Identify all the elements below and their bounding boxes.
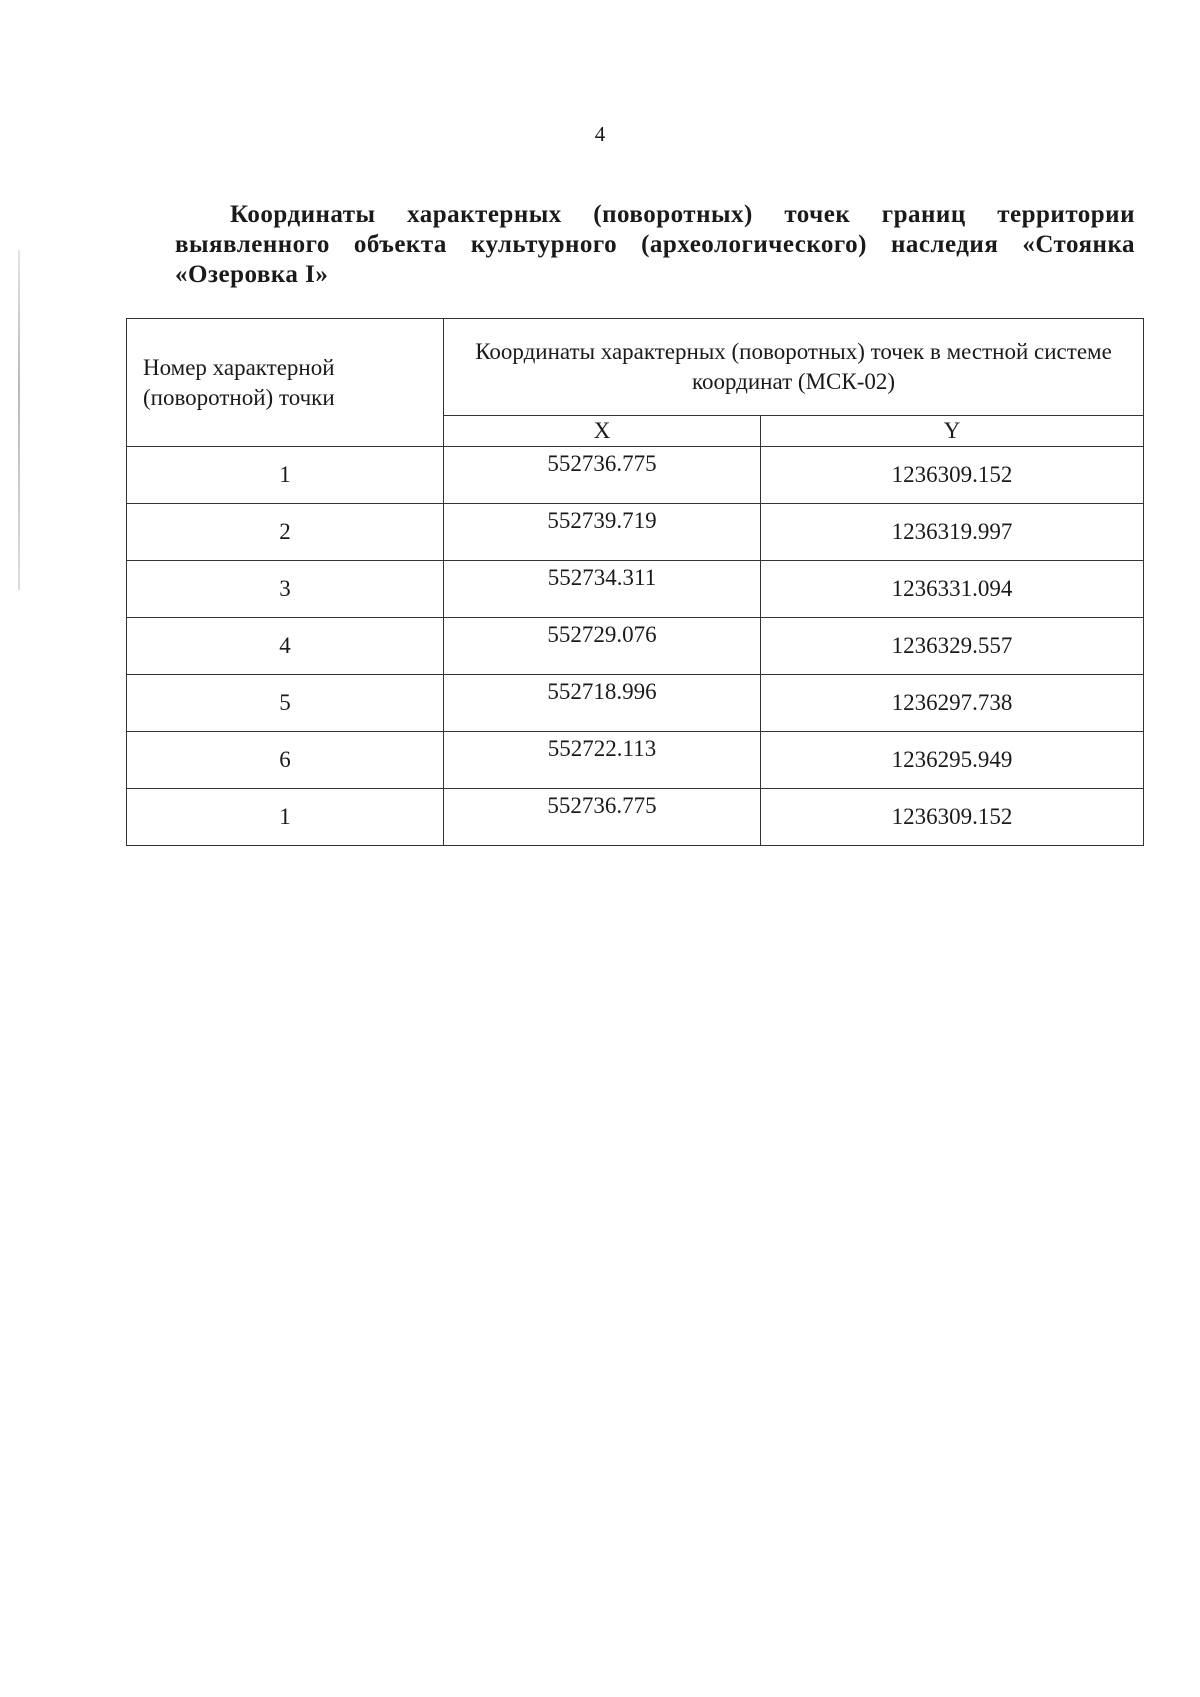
table-row [127,732,1144,789]
cell-x: 552736.775 [444,789,761,846]
table-row [127,504,1144,561]
page-number: 4 [594,122,606,146]
cell-y: 1236319.997 [761,504,1144,561]
cell-y: 1236329.557 [761,618,1144,675]
coordinates-table [126,318,1144,846]
cell-point: 6 [127,732,444,789]
cell-point: 2 [127,504,444,561]
table-row [127,561,1144,618]
cell-y: 1236295.949 [761,732,1144,789]
table-row [127,447,1144,504]
header-coordinates: Координаты характерных (поворотных) точек в местной системе координат (МСК-02) [444,319,1144,416]
cell-y: 1236297.738 [761,675,1144,732]
table-header [127,319,1144,447]
cell-x: 552729.076 [444,618,761,675]
cell-x: 552736.775 [444,447,761,504]
table-row [127,618,1144,675]
cell-point: 3 [127,561,444,618]
scan-edge-artifact [18,250,20,590]
cell-point: 4 [127,618,444,675]
cell-x: 552722.113 [444,732,761,789]
cell-x: 552734.311 [444,561,761,618]
document-heading: Координаты характерных (поворотных) точек границ территории выявленного объекта культурного (археологического) наследия «Стоянка «Озеровка I» [175,201,1135,288]
cell-y: 1236331.094 [761,561,1144,618]
cell-point: 1 [127,447,444,504]
cell-point: 5 [127,675,444,732]
table-row [127,789,1144,846]
cell-x: 552739.719 [444,504,761,561]
cell-y: 1236309.152 [761,789,1144,846]
header-x: X [444,416,761,447]
cell-y: 1236309.152 [761,447,1144,504]
header-y: Y [761,416,1144,447]
table-body [127,447,1144,846]
cell-x: 552718.996 [444,675,761,732]
header-point-number: Номер характерной (поворотной) точки [127,319,444,447]
cell-point: 1 [127,789,444,846]
table-row [127,675,1144,732]
